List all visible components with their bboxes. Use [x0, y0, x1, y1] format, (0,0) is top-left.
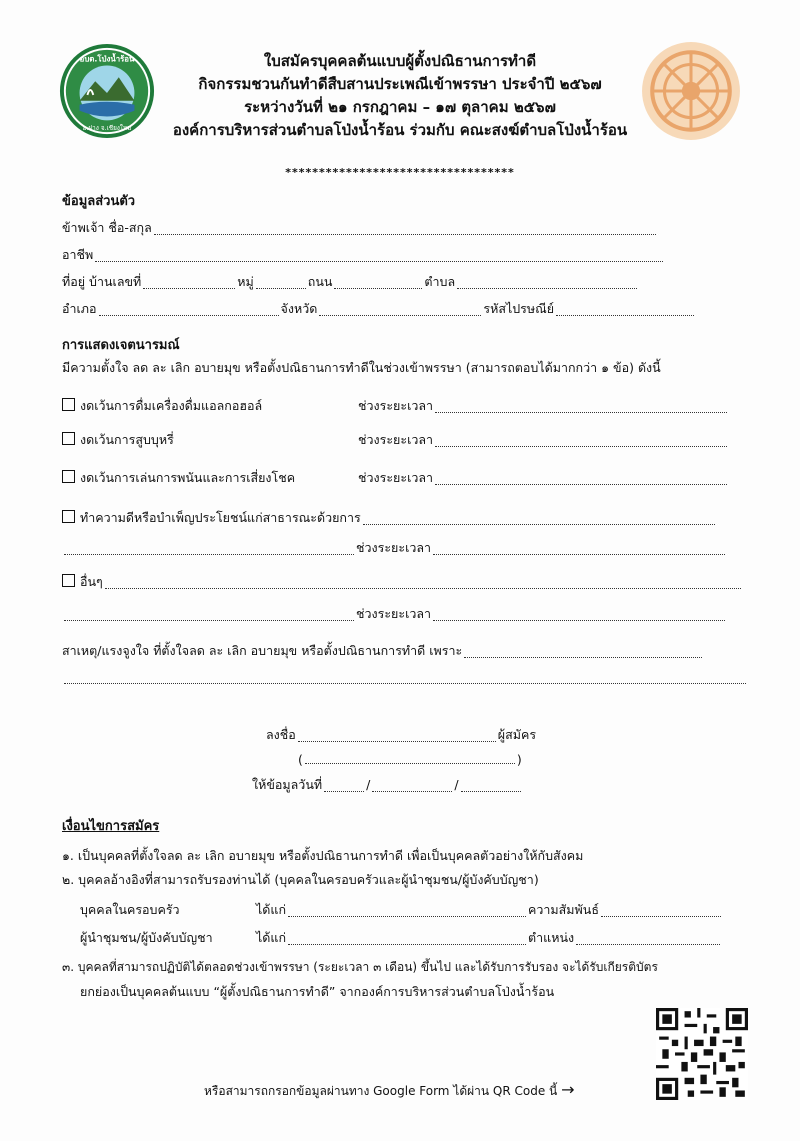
- qr-caption: [204, 1080, 575, 1101]
- condition-3b: ยกย่องเป็นบุคคลต้นแบบ “ผู้ตั้งปณิธานการทำดี” จากองค์การบริหารส่วนตำบลโป่งน้ำร้อน: [80, 984, 555, 999]
- moo-label: หมู่: [237, 274, 254, 289]
- alcohol-period: [358, 396, 729, 416]
- job-field[interactable]: [95, 260, 663, 262]
- sign-label: ลงชื่อ: [266, 727, 296, 742]
- reason-field-2[interactable]: [64, 682, 746, 684]
- house-no-label: ที่อยู่ บ้านเลขที่: [62, 274, 142, 289]
- address-row: [62, 272, 639, 292]
- position-field[interactable]: [576, 943, 720, 945]
- family-name-field[interactable]: [288, 915, 526, 917]
- tambon-field[interactable]: [457, 287, 637, 289]
- star-divider: **********************************: [285, 166, 515, 179]
- date-label: ให้ข้อมูลวันที่: [252, 777, 323, 792]
- activity-title: กิจกรรมชวนกันทำดีสืบสานประเพณีเข้าพรรษา ประจำปี ๒๕๖๗: [198, 75, 602, 93]
- intent-description: มีความตั้งใจ ลด ละ เลิก อบายมุข หรือตั้งปณิธานการทำดีในช่วงเข้าพรรษา (สามารถตอบได้มากกว่า ๑ ข้อ) ดังนี้: [62, 360, 661, 375]
- form-header: [150, 50, 650, 142]
- month-field[interactable]: [372, 790, 452, 792]
- name-row: [62, 218, 658, 238]
- family-name-label: ได้แก่: [256, 902, 287, 917]
- other-checkbox[interactable]: [62, 574, 75, 587]
- public-good-checkbox[interactable]: [62, 510, 75, 523]
- condition-2: ๒. บุคคลอ้างอิงที่สามารถรับรองท่านได้ (บุคคลในครอบครัวและผู้นำชุมชน/ผู้บังคับบัญชา): [62, 872, 539, 887]
- personal-heading: ข้อมูลส่วนตัว: [62, 194, 136, 209]
- reason-row-2: [62, 672, 748, 687]
- road-field[interactable]: [334, 287, 422, 289]
- signature-row: [266, 725, 536, 745]
- close-paren: ): [516, 752, 522, 767]
- leader-row: [80, 928, 722, 948]
- road-label: ถนน: [307, 274, 333, 289]
- leader-name-label: ได้แก่: [256, 930, 287, 945]
- zip-label: รหัสไปรษณีย์: [483, 301, 555, 316]
- position-label: ตำแหน่ง: [528, 930, 575, 945]
- smoking-checkbox[interactable]: [62, 432, 75, 445]
- other-extra-field[interactable]: [64, 619, 354, 621]
- public-good-label: ทำความดีหรือบำเพ็ญประโยชน์แก่สาธารณะด้วยการ: [80, 510, 361, 525]
- option-public-good: [62, 508, 717, 528]
- smoking-period-field[interactable]: [435, 445, 727, 447]
- condition-3a: ๓. บุคคลที่สามารถปฏิบัติได้ตลอดช่วงเข้าพรรษา (ระยะเวลา ๓ เดือน) ขึ้นไป และได้รับการรับรอง จะได้รับเกียรติบัตร: [62, 960, 658, 974]
- option-other: [62, 572, 743, 592]
- name-label: ข้าพเจ้า ชื่อ-สกุล: [62, 220, 152, 235]
- date-row: ให้ข้อมูลวันที่ / /: [252, 775, 523, 795]
- form-title: ใบสมัครบุคคลต้นแบบผู้ตั้งปณิธานการทำดี: [263, 52, 537, 70]
- amphoe-label: อำเภอ: [62, 301, 97, 316]
- name-field[interactable]: [154, 233, 656, 235]
- intent-heading: การแสดงเจตนารมณ์: [62, 338, 180, 353]
- conditions-heading: เงื่อนไขการสมัคร: [62, 819, 160, 834]
- gambling-checkbox[interactable]: [62, 470, 75, 483]
- period-label: ช่วงระยะเวลา: [358, 470, 434, 485]
- organizer: องค์การบริหารส่วนตำบลโป่งน้ำร้อน ร่วมกับ คณะสงฆ์ตำบลโป่งน้ำร้อน: [172, 121, 628, 139]
- qr-caption-text: หรือสามารถกรอกข้อมูลผ่านทาง Google Form ได้ผ่าน QR Code นี้: [204, 1084, 558, 1098]
- logo-top-text: อบต.โป่งน้ำร้อน: [79, 54, 135, 64]
- relation-label: ความสัมพันธ์: [528, 902, 599, 917]
- other-field[interactable]: [105, 587, 741, 589]
- reason-field[interactable]: [464, 656, 702, 658]
- public-good-period-field[interactable]: [433, 553, 725, 555]
- arrow-right-icon: →: [561, 1080, 575, 1099]
- option-smoking: [62, 430, 174, 450]
- condition-1: ๑. เป็นบุคคลที่ตั้งใจลด ละ เลิก อบายมุข หรือตั้งปณิธานการทำดี เพื่อเป็นบุคคลตัวอย่างให้กับสังคม: [62, 848, 584, 863]
- alcohol-period-field[interactable]: [435, 411, 727, 413]
- date-range: ระหว่างวันที่ ๒๑ กรกฎาคม – ๑๗ ตุลาคม ๒๕๖๗: [244, 98, 556, 116]
- house-no-field[interactable]: [143, 287, 235, 289]
- smoking-period: [358, 430, 729, 450]
- province-field[interactable]: [319, 314, 481, 316]
- gambling-label: งดเว้นการเล่นการพนันและการเสี่ยงโชค: [80, 470, 296, 485]
- district-row: [62, 299, 696, 319]
- gambling-period-field[interactable]: [435, 483, 727, 485]
- reason-label: สาเหตุ/แรงจูงใจ ที่ตั้งใจลด ละ เลิก อบายมุข หรือตั้งปณิธานการทำดี เพราะ: [62, 643, 463, 658]
- period-label: ช่วงระยะเวลา: [358, 398, 434, 413]
- option-gambling: [62, 468, 295, 488]
- logo-bottom-text: อ.ฝาง จ.เชียงใหม่: [82, 124, 132, 133]
- province-label: จังหวัด: [280, 301, 318, 316]
- printed-name-field[interactable]: [305, 762, 515, 764]
- job-row: [62, 245, 665, 265]
- other-period-field[interactable]: [433, 619, 725, 621]
- period-label: ช่วงระยะเวลา: [356, 606, 432, 621]
- relation-field[interactable]: [601, 915, 721, 917]
- pongnamron-sao-logo: [58, 42, 156, 140]
- day-field[interactable]: [324, 790, 364, 792]
- public-good-extra-field[interactable]: [64, 553, 354, 555]
- qr-code-icon[interactable]: [656, 1008, 748, 1100]
- alcohol-label: งดเว้นการดื่มเครื่องดื่มแอลกอฮอล์: [80, 398, 263, 413]
- open-paren: (: [298, 752, 303, 767]
- tambon-label: ตำบล: [424, 274, 456, 289]
- family-row: [80, 900, 723, 920]
- smoking-label: งดเว้นการสูบบุหรี่: [80, 432, 174, 447]
- public-good-period: [62, 538, 727, 558]
- family-label: บุคคลในครอบครัว: [80, 902, 180, 917]
- year-field[interactable]: [461, 790, 521, 792]
- public-good-field[interactable]: [363, 523, 715, 525]
- zip-field[interactable]: [556, 314, 694, 316]
- printed-name-row: [298, 752, 522, 767]
- period-label: ช่วงระยะเวลา: [356, 540, 432, 555]
- other-period: [62, 604, 727, 624]
- leader-name-field[interactable]: [288, 943, 526, 945]
- gambling-period: [358, 468, 729, 488]
- option-alcohol: [62, 396, 262, 416]
- signature-field[interactable]: [298, 740, 496, 742]
- alcohol-checkbox[interactable]: [62, 398, 75, 411]
- period-label: ช่วงระยะเวลา: [358, 432, 434, 447]
- moo-field[interactable]: [256, 287, 306, 289]
- reason-row: [62, 641, 704, 661]
- other-label: อื่นๆ: [80, 574, 103, 589]
- job-label: อาชีพ: [62, 247, 94, 262]
- dharma-wheel-logo: [640, 40, 742, 142]
- leader-label: ผู้นำชุมชน/ผู้บังคับบัญชา: [80, 930, 213, 945]
- amphoe-field[interactable]: [99, 314, 279, 316]
- applicant-label: ผู้สมัคร: [497, 727, 537, 742]
